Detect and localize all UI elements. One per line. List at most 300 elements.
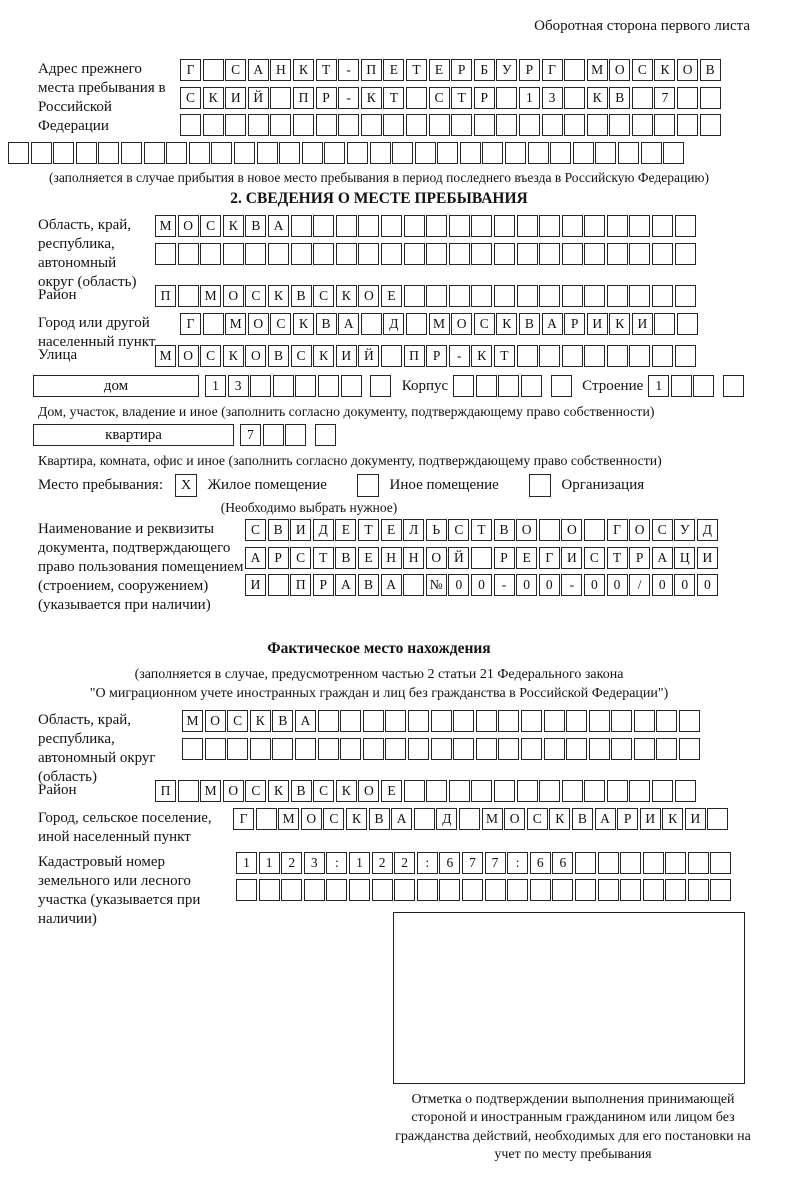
char-box <box>607 285 628 307</box>
char-box: 7 <box>654 87 675 109</box>
fact-city-label: Город, сельское поселение, иной населенный пункт <box>38 809 212 845</box>
char-box <box>517 243 538 265</box>
char-box: Р <box>316 87 337 109</box>
char-box: О <box>516 519 537 541</box>
char-box <box>552 879 573 901</box>
char-box <box>677 114 698 136</box>
stay-checkbox-other-premises <box>357 474 379 497</box>
char-box <box>539 519 560 541</box>
char-box <box>519 114 540 136</box>
char-box: Г <box>233 808 254 830</box>
char-box <box>539 285 560 307</box>
char-box <box>257 142 278 164</box>
char-box <box>383 114 404 136</box>
char-box: Г <box>180 313 201 335</box>
char-box <box>595 142 616 164</box>
char-box: М <box>200 285 221 307</box>
char-box: О <box>178 345 199 367</box>
char-box: В <box>335 547 356 569</box>
char-box <box>408 738 429 760</box>
char-box <box>268 574 289 596</box>
cadastral-row-2 <box>236 879 750 902</box>
char-box: 1 <box>519 87 540 109</box>
char-box: П <box>155 285 176 307</box>
char-box <box>539 215 560 237</box>
char-box <box>453 710 474 732</box>
char-box: 3 <box>542 87 563 109</box>
char-box <box>417 879 438 901</box>
char-box <box>494 780 515 802</box>
char-box <box>584 519 605 541</box>
char-box: А <box>595 808 616 830</box>
title-document-label: Наименование и реквизиты документа, подтверждающего право пользования помещением (строением, сооружением) (указывается при наличии) <box>38 520 244 613</box>
char-box <box>248 114 269 136</box>
char-box <box>166 142 187 164</box>
char-box <box>285 424 306 446</box>
char-box: О <box>504 808 525 830</box>
char-box <box>539 243 560 265</box>
char-box: Е <box>381 285 402 307</box>
char-box: А <box>335 574 356 596</box>
char-box <box>426 215 447 237</box>
char-box: Т <box>313 547 334 569</box>
char-box <box>313 243 334 265</box>
char-box: П <box>293 87 314 109</box>
char-box <box>654 114 675 136</box>
char-box <box>98 142 119 164</box>
char-box <box>341 375 362 397</box>
char-box <box>482 142 503 164</box>
fact-region-field <box>8 710 750 785</box>
char-box: О <box>358 285 379 307</box>
char-box <box>460 142 481 164</box>
stay-checkbox-residential: X <box>175 474 197 497</box>
char-box <box>632 114 653 136</box>
char-box <box>634 738 655 760</box>
char-box <box>295 738 316 760</box>
char-box: Р <box>474 87 495 109</box>
fact-district-field <box>8 780 750 808</box>
char-box <box>656 710 677 732</box>
char-box: К <box>250 710 271 732</box>
char-box <box>629 780 650 802</box>
char-box <box>449 215 470 237</box>
char-box <box>517 780 538 802</box>
char-box: Т <box>316 59 337 81</box>
char-box: К <box>268 780 289 802</box>
char-box: С <box>429 87 450 109</box>
char-box: О <box>677 59 698 81</box>
char-box <box>155 243 176 265</box>
apartment-note: Квартира, комната, офис и иное (заполнить согласно документу, подтверждающему право собственности) <box>38 452 662 468</box>
cadastral-field <box>8 852 750 927</box>
char-box <box>385 710 406 732</box>
char-box: И <box>632 313 653 335</box>
char-box <box>272 738 293 760</box>
char-box: К <box>293 313 314 335</box>
char-box <box>203 313 224 335</box>
char-box: О <box>178 215 199 237</box>
char-box <box>474 114 495 136</box>
section2-title: 2. СВЕДЕНИЯ О МЕСТЕ ПРЕБЫВАНИЯ <box>230 190 528 208</box>
char-box: Г <box>539 547 560 569</box>
char-box: Ц <box>674 547 695 569</box>
city-row <box>180 313 750 336</box>
char-box: О <box>629 519 650 541</box>
char-box: В <box>494 519 515 541</box>
char-box: 3 <box>228 375 249 397</box>
char-box: К <box>471 345 492 367</box>
char-box: М <box>429 313 450 335</box>
char-box: Т <box>471 519 492 541</box>
char-box: С <box>291 345 312 367</box>
char-box <box>403 574 424 596</box>
char-box: : <box>507 852 528 874</box>
char-box: В <box>358 574 379 596</box>
char-box: Т <box>494 345 515 367</box>
char-box: Й <box>248 87 269 109</box>
char-box: В <box>369 808 390 830</box>
stay-option-residential-label: Жилое помещение <box>207 477 327 494</box>
char-box: Р <box>451 59 472 81</box>
title-document-row-2 <box>245 547 750 570</box>
char-box <box>200 243 221 265</box>
char-box <box>671 375 692 397</box>
apartment-boxes <box>240 424 337 446</box>
char-box <box>675 780 696 802</box>
char-box <box>392 142 413 164</box>
char-box <box>700 114 721 136</box>
char-box <box>607 215 628 237</box>
char-box: О <box>245 345 266 367</box>
char-box: Й <box>448 547 469 569</box>
char-box <box>675 243 696 265</box>
char-box: Е <box>358 547 379 569</box>
char-box <box>203 114 224 136</box>
char-box <box>607 345 628 367</box>
char-box <box>381 215 402 237</box>
char-box: 0 <box>448 574 469 596</box>
char-box <box>291 243 312 265</box>
confirmation-stamp-box <box>393 912 745 1084</box>
char-box <box>517 285 538 307</box>
char-box <box>521 710 542 732</box>
char-box <box>437 142 458 164</box>
char-box: С <box>245 780 266 802</box>
char-box <box>562 345 583 367</box>
char-box <box>688 879 709 901</box>
char-box <box>643 852 664 874</box>
char-box <box>521 738 542 760</box>
char-box <box>507 879 528 901</box>
char-box: Г <box>180 59 201 81</box>
char-box <box>404 243 425 265</box>
char-box <box>404 780 425 802</box>
char-box <box>530 879 551 901</box>
char-box <box>485 879 506 901</box>
actual-location-note-1: (заполняется в случае, предусмотренном частью 2 статьи 21 Федерального закона <box>134 666 624 682</box>
char-box <box>302 142 323 164</box>
char-box: - <box>561 574 582 596</box>
char-box <box>665 852 686 874</box>
char-box: К <box>268 285 289 307</box>
char-box: / <box>629 574 650 596</box>
char-box <box>700 87 721 109</box>
char-box: О <box>223 780 244 802</box>
region-row-1 <box>155 215 750 238</box>
fact-district-label: Район <box>38 781 77 798</box>
title-document-field <box>8 519 750 637</box>
cadastral-row-1 <box>236 852 750 875</box>
char-box <box>324 142 345 164</box>
char-box <box>426 780 447 802</box>
char-box <box>293 114 314 136</box>
char-box: И <box>290 519 311 541</box>
char-box: В <box>291 285 312 307</box>
char-box: С <box>200 215 221 237</box>
char-box: В <box>268 345 289 367</box>
char-box: 0 <box>584 574 605 596</box>
stay-option-other-premises-label: Иное помещение <box>389 477 499 494</box>
char-box <box>641 142 662 164</box>
char-box: М <box>155 345 176 367</box>
char-box <box>281 879 302 901</box>
char-box <box>584 215 605 237</box>
char-box: А <box>268 215 289 237</box>
char-box <box>404 285 425 307</box>
char-box: А <box>652 547 673 569</box>
char-box <box>263 424 284 446</box>
char-box: Е <box>335 519 356 541</box>
char-box: Д <box>313 519 334 541</box>
char-box: М <box>482 808 503 830</box>
fact-region-row-2 <box>182 738 750 761</box>
stay-type-row <box>38 473 750 499</box>
char-box: О <box>205 710 226 732</box>
char-box <box>476 375 497 397</box>
char-box <box>408 710 429 732</box>
char-box <box>566 738 587 760</box>
char-box: Н <box>381 547 402 569</box>
actual-location-title: Фактическое место нахождения <box>267 639 491 657</box>
char-box <box>562 243 583 265</box>
char-box: Р <box>564 313 585 335</box>
char-box <box>370 142 391 164</box>
char-box <box>517 345 538 367</box>
stroenie-label: Строение <box>582 377 644 394</box>
char-box: Р <box>629 547 650 569</box>
char-box <box>270 114 291 136</box>
char-box <box>611 738 632 760</box>
char-box <box>528 142 549 164</box>
char-box <box>347 142 368 164</box>
char-box: С <box>584 547 605 569</box>
char-box: № <box>426 574 447 596</box>
char-box <box>629 215 650 237</box>
apartment-row <box>33 424 750 447</box>
char-box: С <box>474 313 495 335</box>
char-box <box>663 142 684 164</box>
char-box: Е <box>383 59 404 81</box>
char-box <box>654 313 675 335</box>
char-box: Т <box>607 547 628 569</box>
char-box <box>564 87 585 109</box>
district-field <box>8 285 750 313</box>
char-box <box>223 243 244 265</box>
char-box: : <box>417 852 438 874</box>
char-box <box>31 142 52 164</box>
char-box: Р <box>519 59 540 81</box>
char-box <box>406 313 427 335</box>
char-box <box>564 114 585 136</box>
char-box: М <box>587 59 608 81</box>
char-box <box>259 879 280 901</box>
char-box: О <box>301 808 322 830</box>
char-box <box>573 142 594 164</box>
char-box: 0 <box>539 574 560 596</box>
char-box: 1 <box>648 375 669 397</box>
region-field <box>8 215 750 291</box>
char-box <box>498 375 519 397</box>
char-box <box>471 547 492 569</box>
char-box: К <box>549 808 570 830</box>
char-box: С <box>180 87 201 109</box>
fact-city-row <box>233 808 750 831</box>
char-box: У <box>674 519 695 541</box>
char-box: 2 <box>281 852 302 874</box>
char-box: Р <box>617 808 638 830</box>
char-box <box>8 142 29 164</box>
char-box: В <box>519 313 540 335</box>
char-box: 1 <box>205 375 226 397</box>
char-box <box>494 243 515 265</box>
char-box <box>326 879 347 901</box>
char-box <box>598 879 619 901</box>
char-box: Г <box>607 519 628 541</box>
char-box: Р <box>313 574 334 596</box>
char-box: К <box>662 808 683 830</box>
char-box <box>236 879 257 901</box>
char-box: 2 <box>394 852 415 874</box>
char-box <box>431 710 452 732</box>
char-box <box>349 879 370 901</box>
back-side-note: Оборотная сторона первого листа <box>534 18 750 34</box>
stay-type-label: Место пребывания: <box>38 477 163 494</box>
char-box: И <box>640 808 661 830</box>
char-box <box>544 738 565 760</box>
char-box <box>551 375 572 397</box>
prev-address-row-4 <box>8 142 750 165</box>
char-box: О <box>248 313 269 335</box>
char-box <box>679 710 700 732</box>
char-box <box>180 114 201 136</box>
house-row <box>33 375 750 398</box>
char-box: С <box>290 547 311 569</box>
char-box: У <box>496 59 517 81</box>
char-box <box>539 345 560 367</box>
korpus-boxes <box>453 375 573 397</box>
char-box <box>693 375 714 397</box>
char-box <box>358 243 379 265</box>
char-box <box>675 285 696 307</box>
char-box: С <box>200 345 221 367</box>
char-box <box>291 215 312 237</box>
char-box <box>707 808 728 830</box>
char-box: Д <box>436 808 457 830</box>
prev-address-field <box>8 59 750 137</box>
char-box: Д <box>383 313 404 335</box>
char-box <box>340 710 361 732</box>
char-box: 6 <box>439 852 460 874</box>
char-box <box>256 808 277 830</box>
city-label: Город или другой населенный пункт <box>38 314 156 350</box>
char-box: 7 <box>240 424 261 446</box>
char-box <box>652 780 673 802</box>
apartment-label-box: квартира <box>33 424 234 446</box>
char-box <box>426 243 447 265</box>
char-box <box>250 375 271 397</box>
char-box <box>584 780 605 802</box>
char-box: К <box>346 808 367 830</box>
char-box: А <box>245 547 266 569</box>
char-box: С <box>245 285 266 307</box>
char-box: И <box>697 547 718 569</box>
char-box: О <box>451 313 472 335</box>
char-box <box>521 375 542 397</box>
char-box <box>498 710 519 732</box>
char-box: 0 <box>674 574 695 596</box>
char-box: С <box>270 313 291 335</box>
char-box <box>629 243 650 265</box>
char-box: А <box>542 313 563 335</box>
char-box: К <box>609 313 630 335</box>
char-box <box>414 808 435 830</box>
char-box <box>304 879 325 901</box>
char-box: С <box>227 710 248 732</box>
char-box <box>268 243 289 265</box>
char-box <box>620 852 641 874</box>
char-box: К <box>587 87 608 109</box>
char-box: - <box>449 345 470 367</box>
char-box <box>643 879 664 901</box>
char-box: С <box>527 808 548 830</box>
char-box: П <box>361 59 382 81</box>
char-box <box>562 780 583 802</box>
char-box: Т <box>358 519 379 541</box>
char-box: К <box>654 59 675 81</box>
district-label: Район <box>38 287 77 304</box>
prev-address-row-2 <box>180 87 750 110</box>
char-box <box>205 738 226 760</box>
char-box <box>178 243 199 265</box>
char-box <box>189 142 210 164</box>
char-box: И <box>225 87 246 109</box>
char-box <box>723 375 744 397</box>
char-box <box>629 345 650 367</box>
char-box <box>609 114 630 136</box>
char-box: И <box>336 345 357 367</box>
char-box <box>652 345 673 367</box>
char-box: С <box>632 59 653 81</box>
char-box <box>361 114 382 136</box>
char-box: Т <box>451 87 472 109</box>
char-box <box>426 285 447 307</box>
prev-address-row-3 <box>180 114 750 137</box>
char-box <box>449 780 470 802</box>
region-row-2 <box>155 243 750 266</box>
char-box: 0 <box>471 574 492 596</box>
fact-region-row-1 <box>182 710 750 733</box>
